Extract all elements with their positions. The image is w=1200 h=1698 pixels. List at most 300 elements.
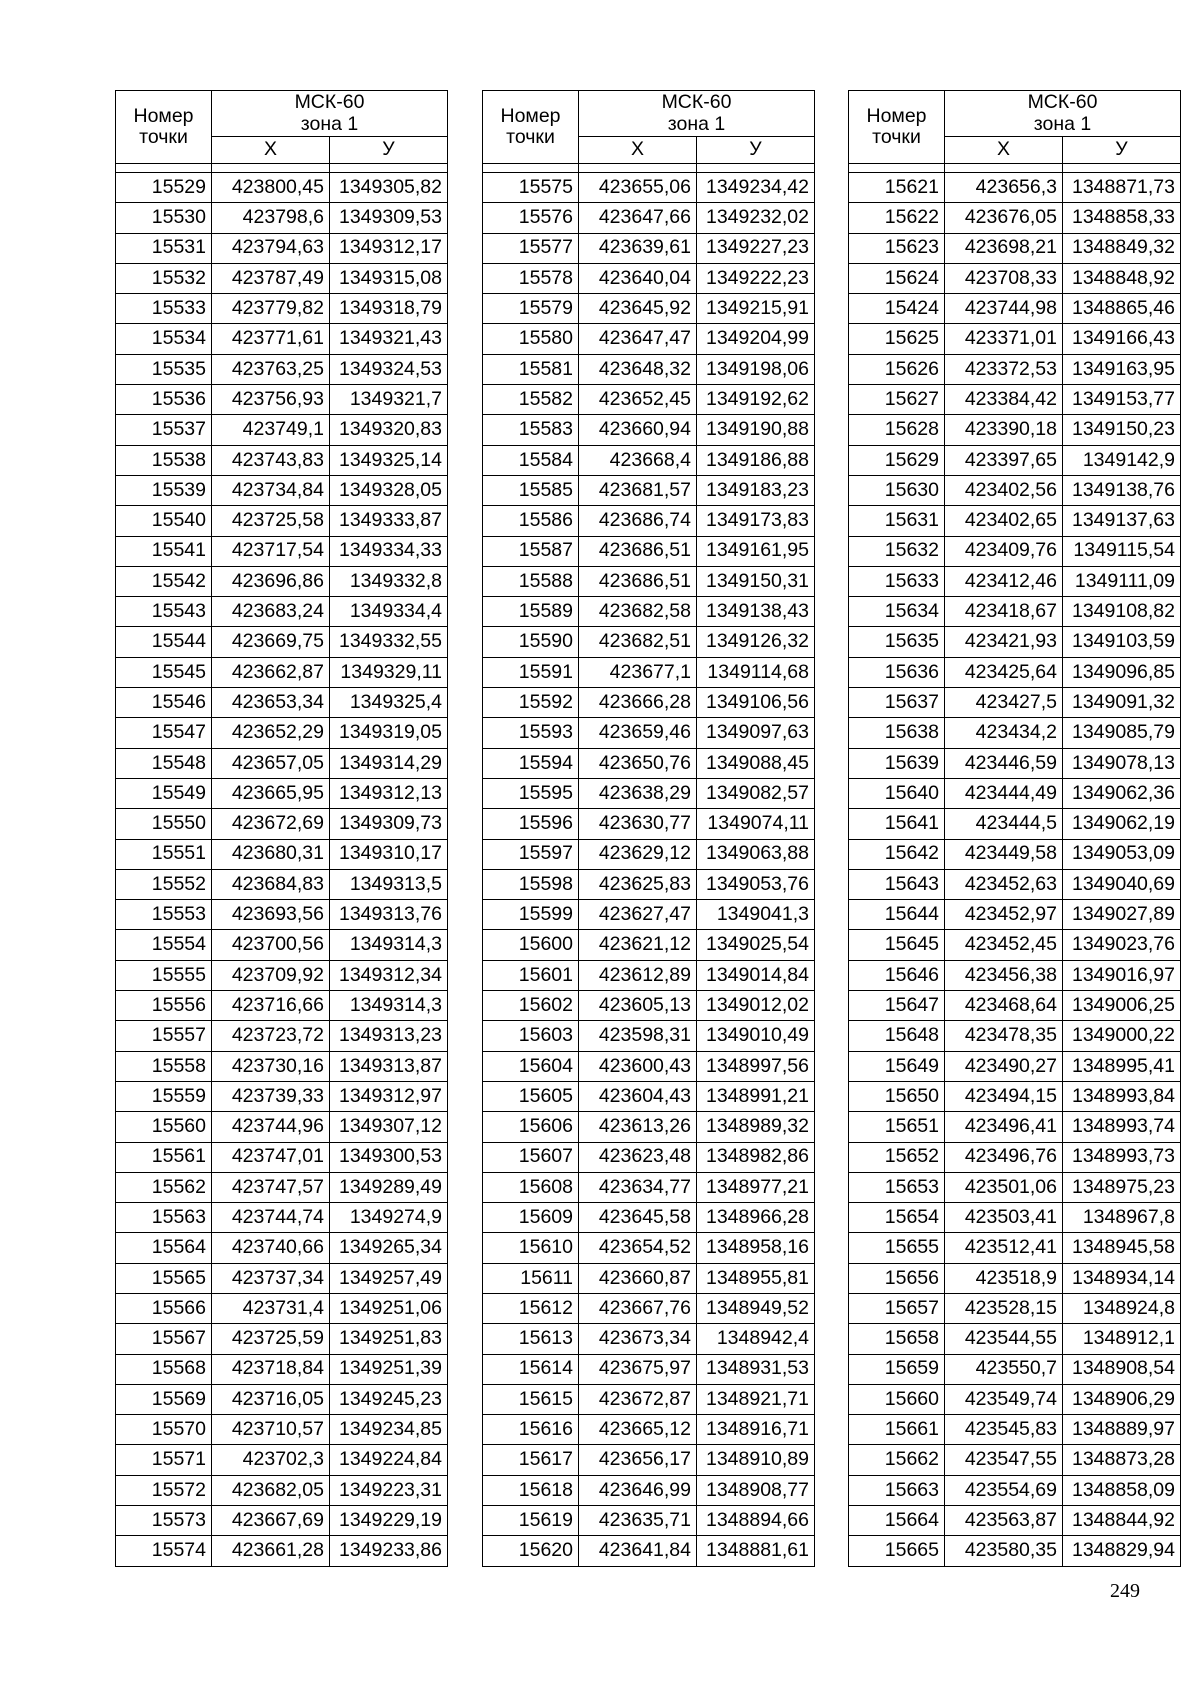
table-row bbox=[849, 1051, 1181, 1081]
x-coordinate-cell: 423665,95 bbox=[212, 778, 330, 808]
point-number-cell: 15611 bbox=[483, 1263, 579, 1293]
point-number-cell: 15619 bbox=[483, 1506, 579, 1536]
table-row bbox=[483, 203, 815, 233]
table-row bbox=[116, 294, 448, 324]
point-number-cell: 15573 bbox=[116, 1506, 212, 1536]
point-number-cell: 15648 bbox=[849, 1021, 945, 1051]
y-coordinate-cell: 1349313,76 bbox=[330, 900, 448, 930]
y-coordinate-cell: 1349190,88 bbox=[697, 415, 815, 445]
point-number-cell: 15602 bbox=[483, 991, 579, 1021]
point-number-cell: 15559 bbox=[116, 1081, 212, 1111]
y-coordinate-cell: 1349289,49 bbox=[330, 1172, 448, 1202]
y-coordinate-cell: 1349016,97 bbox=[1063, 960, 1181, 990]
point-number-cell: 15607 bbox=[483, 1142, 579, 1172]
table-row bbox=[849, 1203, 1181, 1233]
table-row bbox=[849, 1081, 1181, 1111]
table-row bbox=[116, 1415, 448, 1445]
point-number-cell: 15555 bbox=[116, 960, 212, 990]
x-coordinate-cell: 423709,92 bbox=[212, 960, 330, 990]
point-number-cell: 15558 bbox=[116, 1051, 212, 1081]
point-number-cell: 15624 bbox=[849, 263, 945, 293]
y-coordinate-cell: 1349319,05 bbox=[330, 718, 448, 748]
table-row bbox=[116, 809, 448, 839]
y-coordinate-cell: 1348858,09 bbox=[1063, 1475, 1181, 1505]
x-coordinate-cell: 423647,66 bbox=[579, 203, 697, 233]
y-coordinate-cell: 1349106,56 bbox=[697, 688, 815, 718]
y-coordinate-cell: 1349204,99 bbox=[697, 324, 815, 354]
x-coordinate-cell: 423503,41 bbox=[945, 1203, 1063, 1233]
x-coordinate-cell: 423749,1 bbox=[212, 415, 330, 445]
point-number-cell: 15616 bbox=[483, 1415, 579, 1445]
table-row bbox=[849, 597, 1181, 627]
coordinate-zone: зона 1 bbox=[667, 112, 726, 135]
table-row bbox=[116, 1475, 448, 1505]
x-coordinate-cell: 423730,16 bbox=[212, 1051, 330, 1081]
point-number-cell: 15551 bbox=[116, 839, 212, 869]
table-row bbox=[116, 173, 448, 203]
point-number-cell: 15636 bbox=[849, 657, 945, 687]
table-row bbox=[483, 597, 815, 627]
x-column-header: Х bbox=[945, 137, 1063, 164]
point-number-cell: 15628 bbox=[849, 415, 945, 445]
point-number-cell: 15584 bbox=[483, 445, 579, 475]
coordinate-table-1 bbox=[115, 90, 448, 1567]
point-number-cell: 15627 bbox=[849, 385, 945, 415]
y-coordinate-cell: 1348865,46 bbox=[1063, 294, 1181, 324]
x-coordinate-cell: 423652,45 bbox=[579, 385, 697, 415]
table-row bbox=[849, 748, 1181, 778]
point-number-cell: 15608 bbox=[483, 1172, 579, 1202]
table-row bbox=[483, 506, 815, 536]
x-coordinate-cell: 423716,66 bbox=[212, 991, 330, 1021]
y-coordinate-cell: 1349332,55 bbox=[330, 627, 448, 657]
table-row bbox=[116, 1142, 448, 1172]
x-coordinate-cell: 423653,34 bbox=[212, 688, 330, 718]
y-coordinate-cell: 1349111,09 bbox=[1063, 566, 1181, 596]
table-row bbox=[849, 475, 1181, 505]
point-number-cell: 15629 bbox=[849, 445, 945, 475]
x-coordinate-cell: 423779,82 bbox=[212, 294, 330, 324]
point-number-cell: 15646 bbox=[849, 960, 945, 990]
y-coordinate-cell: 1349053,09 bbox=[1063, 839, 1181, 869]
y-coordinate-cell: 1349108,82 bbox=[1063, 597, 1181, 627]
y-coordinate-cell: 1349312,17 bbox=[330, 233, 448, 263]
coordinate-system-header bbox=[945, 91, 1181, 137]
table-row bbox=[116, 718, 448, 748]
x-coordinate-cell: 423501,06 bbox=[945, 1172, 1063, 1202]
x-coordinate-cell: 423645,92 bbox=[579, 294, 697, 324]
x-coordinate-cell: 423723,72 bbox=[212, 1021, 330, 1051]
table-row bbox=[483, 657, 815, 687]
point-number-cell: 15569 bbox=[116, 1384, 212, 1414]
x-coordinate-cell: 423512,41 bbox=[945, 1233, 1063, 1263]
table-row bbox=[849, 1415, 1181, 1445]
table-row bbox=[116, 930, 448, 960]
y-coordinate-cell: 1348995,41 bbox=[1063, 1051, 1181, 1081]
x-coordinate-cell: 423600,43 bbox=[579, 1051, 697, 1081]
y-coordinate-cell: 1348982,86 bbox=[697, 1142, 815, 1172]
point-number-header: Номер точки bbox=[849, 91, 945, 164]
y-coordinate-cell: 1349074,11 bbox=[697, 809, 815, 839]
y-coordinate-cell: 1349137,63 bbox=[1063, 506, 1181, 536]
y-coordinate-cell: 1349142,9 bbox=[1063, 445, 1181, 475]
x-coordinate-cell: 423737,34 bbox=[212, 1263, 330, 1293]
table-row bbox=[116, 1112, 448, 1142]
x-coordinate-cell: 423425,64 bbox=[945, 657, 1063, 687]
table-row bbox=[116, 1263, 448, 1293]
x-coordinate-cell: 423743,83 bbox=[212, 445, 330, 475]
y-coordinate-cell: 1348881,61 bbox=[697, 1536, 815, 1566]
point-number-cell: 15550 bbox=[116, 809, 212, 839]
table-row bbox=[483, 627, 815, 657]
x-coordinate-cell: 423744,96 bbox=[212, 1112, 330, 1142]
y-coordinate-cell: 1348958,16 bbox=[697, 1233, 815, 1263]
table-row bbox=[483, 385, 815, 415]
table-row bbox=[849, 566, 1181, 596]
x-coordinate-cell: 423390,18 bbox=[945, 415, 1063, 445]
y-coordinate-cell: 1349309,53 bbox=[330, 203, 448, 233]
coordinate-system-name: МСК-60 bbox=[1027, 91, 1098, 114]
point-number-cell: 15564 bbox=[116, 1233, 212, 1263]
point-number-cell: 15626 bbox=[849, 354, 945, 384]
point-number-cell: 15582 bbox=[483, 385, 579, 415]
y-coordinate-cell: 1349006,25 bbox=[1063, 991, 1181, 1021]
y-coordinate-cell: 1348997,56 bbox=[697, 1051, 815, 1081]
x-coordinate-cell: 423444,5 bbox=[945, 809, 1063, 839]
x-coordinate-cell: 423717,54 bbox=[212, 536, 330, 566]
table-row bbox=[483, 1445, 815, 1475]
y-coordinate-cell: 1349300,53 bbox=[330, 1142, 448, 1172]
coordinate-system-header bbox=[212, 91, 448, 137]
y-coordinate-cell: 1349332,8 bbox=[330, 566, 448, 596]
x-coordinate-cell: 423734,84 bbox=[212, 475, 330, 505]
point-number-cell: 15647 bbox=[849, 991, 945, 1021]
y-coordinate-cell: 1348924,8 bbox=[1063, 1293, 1181, 1323]
point-number-cell: 15596 bbox=[483, 809, 579, 839]
point-number-cell: 15610 bbox=[483, 1233, 579, 1263]
x-coordinate-cell: 423549,74 bbox=[945, 1384, 1063, 1414]
y-coordinate-cell: 1349088,45 bbox=[697, 748, 815, 778]
table-row bbox=[483, 1475, 815, 1505]
y-coordinate-cell: 1349234,85 bbox=[330, 1415, 448, 1445]
table-row bbox=[483, 1233, 815, 1263]
x-coordinate-cell: 423731,4 bbox=[212, 1293, 330, 1323]
y-coordinate-cell: 1349251,39 bbox=[330, 1354, 448, 1384]
point-number-cell: 15554 bbox=[116, 930, 212, 960]
y-coordinate-cell: 1349314,3 bbox=[330, 991, 448, 1021]
y-coordinate-cell: 1349265,34 bbox=[330, 1233, 448, 1263]
x-coordinate-cell: 423528,15 bbox=[945, 1293, 1063, 1323]
table-row bbox=[483, 1384, 815, 1414]
x-coordinate-cell: 423496,41 bbox=[945, 1112, 1063, 1142]
x-coordinate-cell: 423605,13 bbox=[579, 991, 697, 1021]
point-number-cell: 15592 bbox=[483, 688, 579, 718]
table-row bbox=[116, 1536, 448, 1566]
y-coordinate-cell: 1349234,42 bbox=[697, 173, 815, 203]
y-coordinate-cell: 1349312,97 bbox=[330, 1081, 448, 1111]
table-row bbox=[849, 627, 1181, 657]
x-coordinate-cell: 423563,87 bbox=[945, 1506, 1063, 1536]
x-coordinate-cell: 423661,28 bbox=[212, 1536, 330, 1566]
point-number-cell: 15557 bbox=[116, 1021, 212, 1051]
table-row bbox=[483, 1293, 815, 1323]
coordinate-table-2 bbox=[482, 90, 815, 1567]
table-row bbox=[483, 233, 815, 263]
point-number-cell: 15632 bbox=[849, 536, 945, 566]
x-coordinate-cell: 423716,05 bbox=[212, 1384, 330, 1414]
x-coordinate-cell: 423710,57 bbox=[212, 1415, 330, 1445]
y-coordinate-cell: 1349251,83 bbox=[330, 1324, 448, 1354]
x-coordinate-cell: 423696,86 bbox=[212, 566, 330, 596]
table-row bbox=[849, 1536, 1181, 1566]
point-number-cell: 15574 bbox=[116, 1536, 212, 1566]
y-coordinate-cell: 1349325,4 bbox=[330, 688, 448, 718]
point-number-cell: 15637 bbox=[849, 688, 945, 718]
table-row bbox=[849, 1263, 1181, 1293]
point-number-cell: 15630 bbox=[849, 475, 945, 505]
x-coordinate-cell: 423798,6 bbox=[212, 203, 330, 233]
y-coordinate-cell: 1349025,54 bbox=[697, 930, 815, 960]
x-coordinate-cell: 423702,3 bbox=[212, 1445, 330, 1475]
table-row bbox=[483, 748, 815, 778]
y-coordinate-cell: 1349097,63 bbox=[697, 718, 815, 748]
table-row bbox=[116, 1293, 448, 1323]
point-number-cell: 15580 bbox=[483, 324, 579, 354]
point-number-cell: 15562 bbox=[116, 1172, 212, 1202]
point-number-cell: 15589 bbox=[483, 597, 579, 627]
x-coordinate-cell: 423641,84 bbox=[579, 1536, 697, 1566]
point-number-cell: 15617 bbox=[483, 1445, 579, 1475]
table-row bbox=[483, 688, 815, 718]
y-coordinate-cell: 1349307,12 bbox=[330, 1112, 448, 1142]
point-number-cell: 15593 bbox=[483, 718, 579, 748]
table-row bbox=[483, 869, 815, 899]
point-number-cell: 15605 bbox=[483, 1081, 579, 1111]
x-coordinate-cell: 423763,25 bbox=[212, 354, 330, 384]
table-row bbox=[483, 960, 815, 990]
table-row bbox=[483, 1506, 815, 1536]
x-coordinate-cell: 423744,74 bbox=[212, 1203, 330, 1233]
x-coordinate-cell: 423740,66 bbox=[212, 1233, 330, 1263]
table-row bbox=[483, 1021, 815, 1051]
point-number-cell: 15615 bbox=[483, 1384, 579, 1414]
y-coordinate-cell: 1348991,21 bbox=[697, 1081, 815, 1111]
table-row bbox=[849, 1354, 1181, 1384]
table-row bbox=[483, 1324, 815, 1354]
y-coordinate-cell: 1349053,76 bbox=[697, 869, 815, 899]
point-number-cell: 15539 bbox=[116, 475, 212, 505]
point-number-cell: 15657 bbox=[849, 1293, 945, 1323]
point-number-cell: 15649 bbox=[849, 1051, 945, 1081]
table-row bbox=[116, 597, 448, 627]
y-coordinate-cell: 1349328,05 bbox=[330, 475, 448, 505]
point-number-cell: 15634 bbox=[849, 597, 945, 627]
x-coordinate-cell: 423621,12 bbox=[579, 930, 697, 960]
table-row bbox=[116, 1384, 448, 1414]
point-number-cell: 15588 bbox=[483, 566, 579, 596]
point-number-cell: 15586 bbox=[483, 506, 579, 536]
x-coordinate-cell: 423613,26 bbox=[579, 1112, 697, 1142]
point-number-cell: 15576 bbox=[483, 203, 579, 233]
x-coordinate-cell: 423545,83 bbox=[945, 1415, 1063, 1445]
y-coordinate-cell: 1348889,97 bbox=[1063, 1415, 1181, 1445]
y-coordinate-cell: 1349274,9 bbox=[330, 1203, 448, 1233]
point-number-cell: 15553 bbox=[116, 900, 212, 930]
x-coordinate-cell: 423667,69 bbox=[212, 1506, 330, 1536]
table-row bbox=[483, 1354, 815, 1384]
y-coordinate-cell: 1349085,79 bbox=[1063, 718, 1181, 748]
table-row bbox=[849, 1112, 1181, 1142]
point-number-cell: 15546 bbox=[116, 688, 212, 718]
table-row bbox=[849, 1021, 1181, 1051]
x-coordinate-cell: 423686,51 bbox=[579, 536, 697, 566]
x-coordinate-cell: 423744,98 bbox=[945, 294, 1063, 324]
x-coordinate-cell: 423648,32 bbox=[579, 354, 697, 384]
point-number-cell: 15572 bbox=[116, 1475, 212, 1505]
y-coordinate-cell: 1349315,08 bbox=[330, 263, 448, 293]
y-coordinate-cell: 1349232,02 bbox=[697, 203, 815, 233]
point-number-cell: 15625 bbox=[849, 324, 945, 354]
table-row bbox=[849, 839, 1181, 869]
point-number-cell: 15655 bbox=[849, 1233, 945, 1263]
x-coordinate-cell: 423580,35 bbox=[945, 1536, 1063, 1566]
point-number-cell: 15635 bbox=[849, 627, 945, 657]
x-coordinate-cell: 423554,69 bbox=[945, 1475, 1063, 1505]
table-row bbox=[483, 294, 815, 324]
y-coordinate-cell: 1349320,83 bbox=[330, 415, 448, 445]
point-number-cell: 15575 bbox=[483, 173, 579, 203]
y-coordinate-cell: 1348949,52 bbox=[697, 1293, 815, 1323]
x-coordinate-cell: 423718,84 bbox=[212, 1354, 330, 1384]
y-coordinate-cell: 1349078,13 bbox=[1063, 748, 1181, 778]
point-number-cell: 15640 bbox=[849, 778, 945, 808]
point-number-cell: 15542 bbox=[116, 566, 212, 596]
y-coordinate-cell: 1349325,14 bbox=[330, 445, 448, 475]
y-coordinate-cell: 1349010,49 bbox=[697, 1021, 815, 1051]
x-coordinate-cell: 423418,67 bbox=[945, 597, 1063, 627]
y-coordinate-cell: 1348934,14 bbox=[1063, 1263, 1181, 1293]
y-coordinate-cell: 1349329,11 bbox=[330, 657, 448, 687]
point-number-cell: 15643 bbox=[849, 869, 945, 899]
y-coordinate-cell: 1349312,13 bbox=[330, 778, 448, 808]
point-number-cell: 15650 bbox=[849, 1081, 945, 1111]
point-number-cell: 15533 bbox=[116, 294, 212, 324]
x-coordinate-cell: 423547,55 bbox=[945, 1445, 1063, 1475]
point-number-cell: 15563 bbox=[116, 1203, 212, 1233]
x-coordinate-cell: 423675,97 bbox=[579, 1354, 697, 1384]
x-coordinate-cell: 423725,59 bbox=[212, 1324, 330, 1354]
x-coordinate-cell: 423650,76 bbox=[579, 748, 697, 778]
point-number-cell: 15424 bbox=[849, 294, 945, 324]
point-number-cell: 15641 bbox=[849, 809, 945, 839]
table-row bbox=[849, 1506, 1181, 1536]
x-coordinate-cell: 423397,65 bbox=[945, 445, 1063, 475]
x-coordinate-cell: 423700,56 bbox=[212, 930, 330, 960]
x-coordinate-cell: 423444,49 bbox=[945, 778, 1063, 808]
x-coordinate-cell: 423496,76 bbox=[945, 1142, 1063, 1172]
x-coordinate-cell: 423434,2 bbox=[945, 718, 1063, 748]
table-row bbox=[483, 1203, 815, 1233]
point-number-cell: 15652 bbox=[849, 1142, 945, 1172]
point-number-cell: 15578 bbox=[483, 263, 579, 293]
point-number-cell: 15642 bbox=[849, 839, 945, 869]
x-coordinate-cell: 423612,89 bbox=[579, 960, 697, 990]
y-coordinate-cell: 1349334,33 bbox=[330, 536, 448, 566]
x-coordinate-cell: 423629,12 bbox=[579, 839, 697, 869]
y-coordinate-cell: 1349305,82 bbox=[330, 173, 448, 203]
table-row bbox=[849, 536, 1181, 566]
coordinate-system-name: МСК-60 bbox=[294, 91, 365, 114]
y-coordinate-cell: 1349096,85 bbox=[1063, 657, 1181, 687]
x-coordinate-cell: 423656,3 bbox=[945, 173, 1063, 203]
table-row bbox=[116, 385, 448, 415]
table-row bbox=[483, 324, 815, 354]
x-coordinate-cell: 423666,28 bbox=[579, 688, 697, 718]
table-row bbox=[483, 718, 815, 748]
x-coordinate-cell: 423446,59 bbox=[945, 748, 1063, 778]
table-row bbox=[116, 536, 448, 566]
x-coordinate-cell: 423494,15 bbox=[945, 1081, 1063, 1111]
y-coordinate-cell: 1349198,06 bbox=[697, 354, 815, 384]
point-number-cell: 15531 bbox=[116, 233, 212, 263]
y-column-header: У bbox=[697, 137, 815, 164]
y-coordinate-cell: 1349114,68 bbox=[697, 657, 815, 687]
point-number-cell: 15599 bbox=[483, 900, 579, 930]
y-coordinate-cell: 1349138,76 bbox=[1063, 475, 1181, 505]
point-number-cell: 15659 bbox=[849, 1354, 945, 1384]
y-coordinate-cell: 1349222,23 bbox=[697, 263, 815, 293]
point-number-cell: 15604 bbox=[483, 1051, 579, 1081]
x-coordinate-cell: 423677,1 bbox=[579, 657, 697, 687]
y-coordinate-cell: 1349314,3 bbox=[330, 930, 448, 960]
y-coordinate-cell: 1348966,28 bbox=[697, 1203, 815, 1233]
y-coordinate-cell: 1349091,32 bbox=[1063, 688, 1181, 718]
y-coordinate-cell: 1348921,71 bbox=[697, 1384, 815, 1414]
y-coordinate-cell: 1349227,23 bbox=[697, 233, 815, 263]
point-number-cell: 15601 bbox=[483, 960, 579, 990]
table-row bbox=[116, 1354, 448, 1384]
x-coordinate-cell: 423672,87 bbox=[579, 1384, 697, 1414]
table-row bbox=[116, 445, 448, 475]
y-coordinate-cell: 1349229,19 bbox=[330, 1506, 448, 1536]
x-coordinate-cell: 423656,17 bbox=[579, 1445, 697, 1475]
table-row bbox=[849, 1475, 1181, 1505]
y-coordinate-cell: 1348912,1 bbox=[1063, 1324, 1181, 1354]
y-coordinate-cell: 1348975,23 bbox=[1063, 1172, 1181, 1202]
y-column-header: У bbox=[1063, 137, 1181, 164]
y-coordinate-cell: 1348858,33 bbox=[1063, 203, 1181, 233]
table-row bbox=[116, 657, 448, 687]
table-row bbox=[849, 1384, 1181, 1414]
point-number-header: Номер точки bbox=[116, 91, 212, 164]
table-row bbox=[849, 657, 1181, 687]
x-coordinate-cell: 423669,75 bbox=[212, 627, 330, 657]
y-coordinate-cell: 1349334,4 bbox=[330, 597, 448, 627]
point-number-cell: 15665 bbox=[849, 1536, 945, 1566]
point-number-cell: 15645 bbox=[849, 930, 945, 960]
y-coordinate-cell: 1348993,73 bbox=[1063, 1142, 1181, 1172]
table-row bbox=[116, 1324, 448, 1354]
y-coordinate-cell: 1349257,49 bbox=[330, 1263, 448, 1293]
table-row bbox=[849, 1324, 1181, 1354]
table-row bbox=[483, 263, 815, 293]
y-coordinate-cell: 1348906,29 bbox=[1063, 1384, 1181, 1414]
x-coordinate-cell: 423655,06 bbox=[579, 173, 697, 203]
point-number-cell: 15631 bbox=[849, 506, 945, 536]
y-coordinate-cell: 1349318,79 bbox=[330, 294, 448, 324]
point-number-cell: 15532 bbox=[116, 263, 212, 293]
y-coordinate-cell: 1349150,31 bbox=[697, 566, 815, 596]
